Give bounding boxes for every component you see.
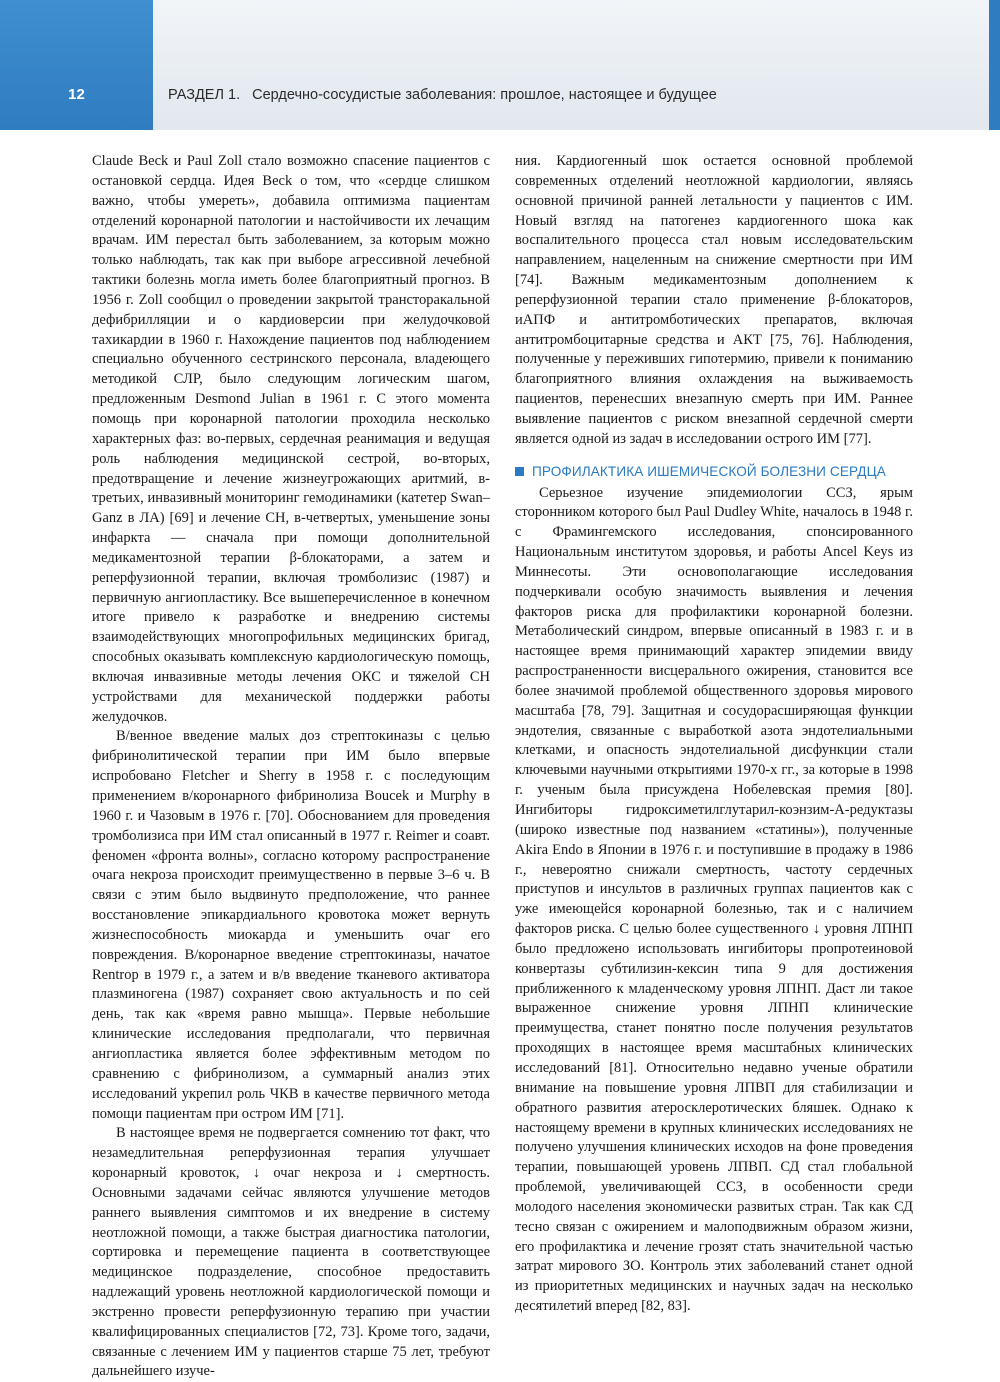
right-edge-bar [989,0,1000,130]
section-title: Сердечно-сосудистые заболевания: прошлое, настоящее и будущее [252,87,717,103]
right-column [515,152,913,1317]
heading-square-icon [515,467,524,476]
left-column [92,152,490,1382]
section-label: РАЗДЕЛ 1. [168,87,241,103]
page-number: 12 [68,86,85,103]
section-heading-text: ПРОФИЛАКТИКА ИШЕМИЧЕСКОЙ БОЛЕЗНИ СЕРДЦА [532,463,886,479]
running-header [168,87,717,103]
right-paragraph-2: Серьезное изучение эпидемиологии ССЗ, ярым сторонником которого был Paul Dudley White, началось в 1948 г. с Фрамингемского исследования, спонсированного Национальным институтом здоровья, и работы Ancel Keys из Миннесоты. Эти основополагающие исследования подчеркивали особую значимость выявления и лечения факторов риска для профилактики коронарной болезни. Метаболический синдром, впервые описанный в 1983 г. и в настоящее время принимающий характер эпидемии ввиду распространенности висцерального ожирения, становится все более значимой проблемой общественного здоровья мирового масштаба [78, 79]. Защитная и сосудорасширяющая функции эндотелия, связанные с выработкой азота эндотелиальными клетками, и опасность эндотелиальной дисфункции стали ключевыми научными открытиями 1970-х гг., за которые в 1998 г. ученым была присуждена Нобелевская премия [80]. Ингибиторы гидроксиметилглутарил-коэнзим-A-редуктазы (широко известные под названием «статины»), полученные Akira Endo в Японии в 1976 г. и поступившие в продажу в 1986 г., невероятно снижали смертность, частоту сердечных приступов и инсультов в различных группах пациентов как с уже имеющейся коронарной болезнью, так и с наличием факторов риска. С целью более существенного ↓ уровня ЛПНП было предложено использовать ингибиторы пропротеиновой конвертазы субтилизин-кексин типа 9 для достижения приближенного к младенческому уровня ЛПНП. Даст ли такое выраженное снижение уровня ЛПНП клинические преимущества, станет понятно после получения результатов проходящих в настоящее время масштабных клинических исследований [81]. Относительно недавно ученые обратили внимание на повышение уровня ЛПВП для стабилизации и обратного развития атеросклеротических бляшек. Однако к настоящему времени в крупных клинических исследованиях не получено улучшения клинических исходов на фоне проведения терапии, повышающей уровень ЛПВП. СД стал глобальной проблемой, увеличивающей ССЗ, в особенности среди молодого населения экономически развитых стран. Так как СД тесно связан с ожирением и малоподвижным образом жизни, его профилактика и лечение грозят стать значительной частью затрат мирового ЗО. Контроль этих заболеваний станет одной из приоритетных медицинских и научных задач на несколько десятилетий вперед [82, 83]. [515,484,913,1315]
right-paragraph-1: ния. Кардиогенный шок остается основной проблемой современных отделений неотложной кардиологии, являясь основной причиной ранней летальности у пациентов с ИМ. Новый взгляд на патогенез кардиогенного шока как воспалительного процесса стал новым исследовательским направлением, нацеленным на снижение смертности при ИМ [74]. Важным медикаментозным дополнением к реперфузионной терапии стало применение β-блокаторов, иАПФ и антитромботических препаратов, включая антитромбоцитарные средства и АКТ [75, 76]. Наблюдения, полученные у переживших гипотермию, привели к пониманию благоприятного влияния охлаждения на выживаемость пациентов, перенесших внезапную смерть при ИМ. Раннее выявление пациентов с риском внезапной сердечной смерти является одной из задач в исследовании острого ИМ [77]. [515,153,913,447]
page-tab [0,0,153,130]
left-paragraph-2: В/венное введение малых доз стрептокиназы с целью фибринолитической терапии при ИМ было впервые испробовано Fletcher и Sherry в 1958 г. с последующим применением в/коронарного фибринолиза Boucek и Murphy в 1960 г. и Чазовым в 1976 г. [70]. Обоснованием для проведения тромболизиса при ИМ стал описанный в 1977 г. Reimer и соавт. феномен «фронта волны», согласно которому распространение очага некроза происходит преимущественно в первые 3–6 ч. В связи с этим было выдвинуто предположение, что раннее восстановление эпикардиального кровотока может вернуть жизнеспособность миокарда и уменьшить очаг его повреждения. В/коронарное введение стрептокиназы, начатое Rentrop в 1979 г., а затем и в/в введение тканевого активатора плазминогена (1987) сохраняет свою актуальность и по сей день, так как «время равно мышца». Первые небольшие клинические исследования предполагали, что первичная ангиопластика является более эффективным методом по сравнению с фибринолизом, а суммарный анализ этих исследований укрепил роль ЧКВ в качестве первичного метода помощи пациентам при остром ИМ [71]. [92,728,490,1122]
left-paragraph-3: В настоящее время не подвергается сомнению тот факт, что незамедлительная реперфузионная терапия улучшает коронарный кровоток, ↓ очаг некроза и ↓ смертность. Основными задачами сейчас являются улучшение методов раннего выявления симптомов и их внедрение в систему неотложной помощи, а также быстрая диагностика патологии, сортировка и перемещение пациента в соответствующее медицинское подразделение, способное предоставить надлежащий уровень неотложной кардиологической помощи и экстренно провести реперфузионную терапию при участии квалифицированных специалистов [72, 73]. Кроме того, задачи, связанные с лечением ИМ у пациентов старше 75 лет, требуют дальнейшего изуче- [92,1125,490,1380]
left-paragraph-1: Claude Beck и Paul Zoll стало возможно спасение пациентов с остановкой сердца. Идея Beck о том, что «сердце слишком важно, чтобы умереть», добавила оптимизма пациентам отделений коронарной патологии и настойчивости их лечащим врачам. ИМ перестал быть заболеванием, за которым можно только наблюдать, так как при выборе агрессивной лечебной тактики болезнь могла иметь более благоприятный прогноз. В 1956 г. Zoll сообщил о проведении закрытой трансторакальной дефибрилляции и о кардиоверсии при желудочковой тахикардии в 1960 г. Нахождение пациентов под наблюдением специально обученного сестринского персонала, владеющего методикой СЛР, было следующим логическим шагом, предложенным Desmond Julian в 1961 г. С этого момента помощь при коронарной патологии проходила несколько характерных фаз: во-первых, сердечная реанимация и ведущая роль наблюдения медицинской сестрой, во-вторых, предотвращение и лечение жизнеугрожающих аритмий, в-третьих, инвазивный мониторинг гемодинамики (катетер Swan–Ganz в ЛА) [69] и лечение СН, в-четвертых, уменьшение зоны инфаркта — сначала при помощи дополнительной медикаментозной терапии β-блокаторами, а затем и реперфузионной терапии, включая тромболизис (1987) и первичную ангиопластику. Все вышеперечисленное в конечном итоге привело к разработке и внедрению системы взаимодействующих многопрофильных медицинских бригад, способных оказывать комплексную кардиологическую помощь, включая инвазивные методы лечения ОКС и тяжелой СН устройствами для механической поддержки работы желудочков. [92,153,490,725]
section-heading [515,462,913,482]
header-band [153,0,1000,130]
